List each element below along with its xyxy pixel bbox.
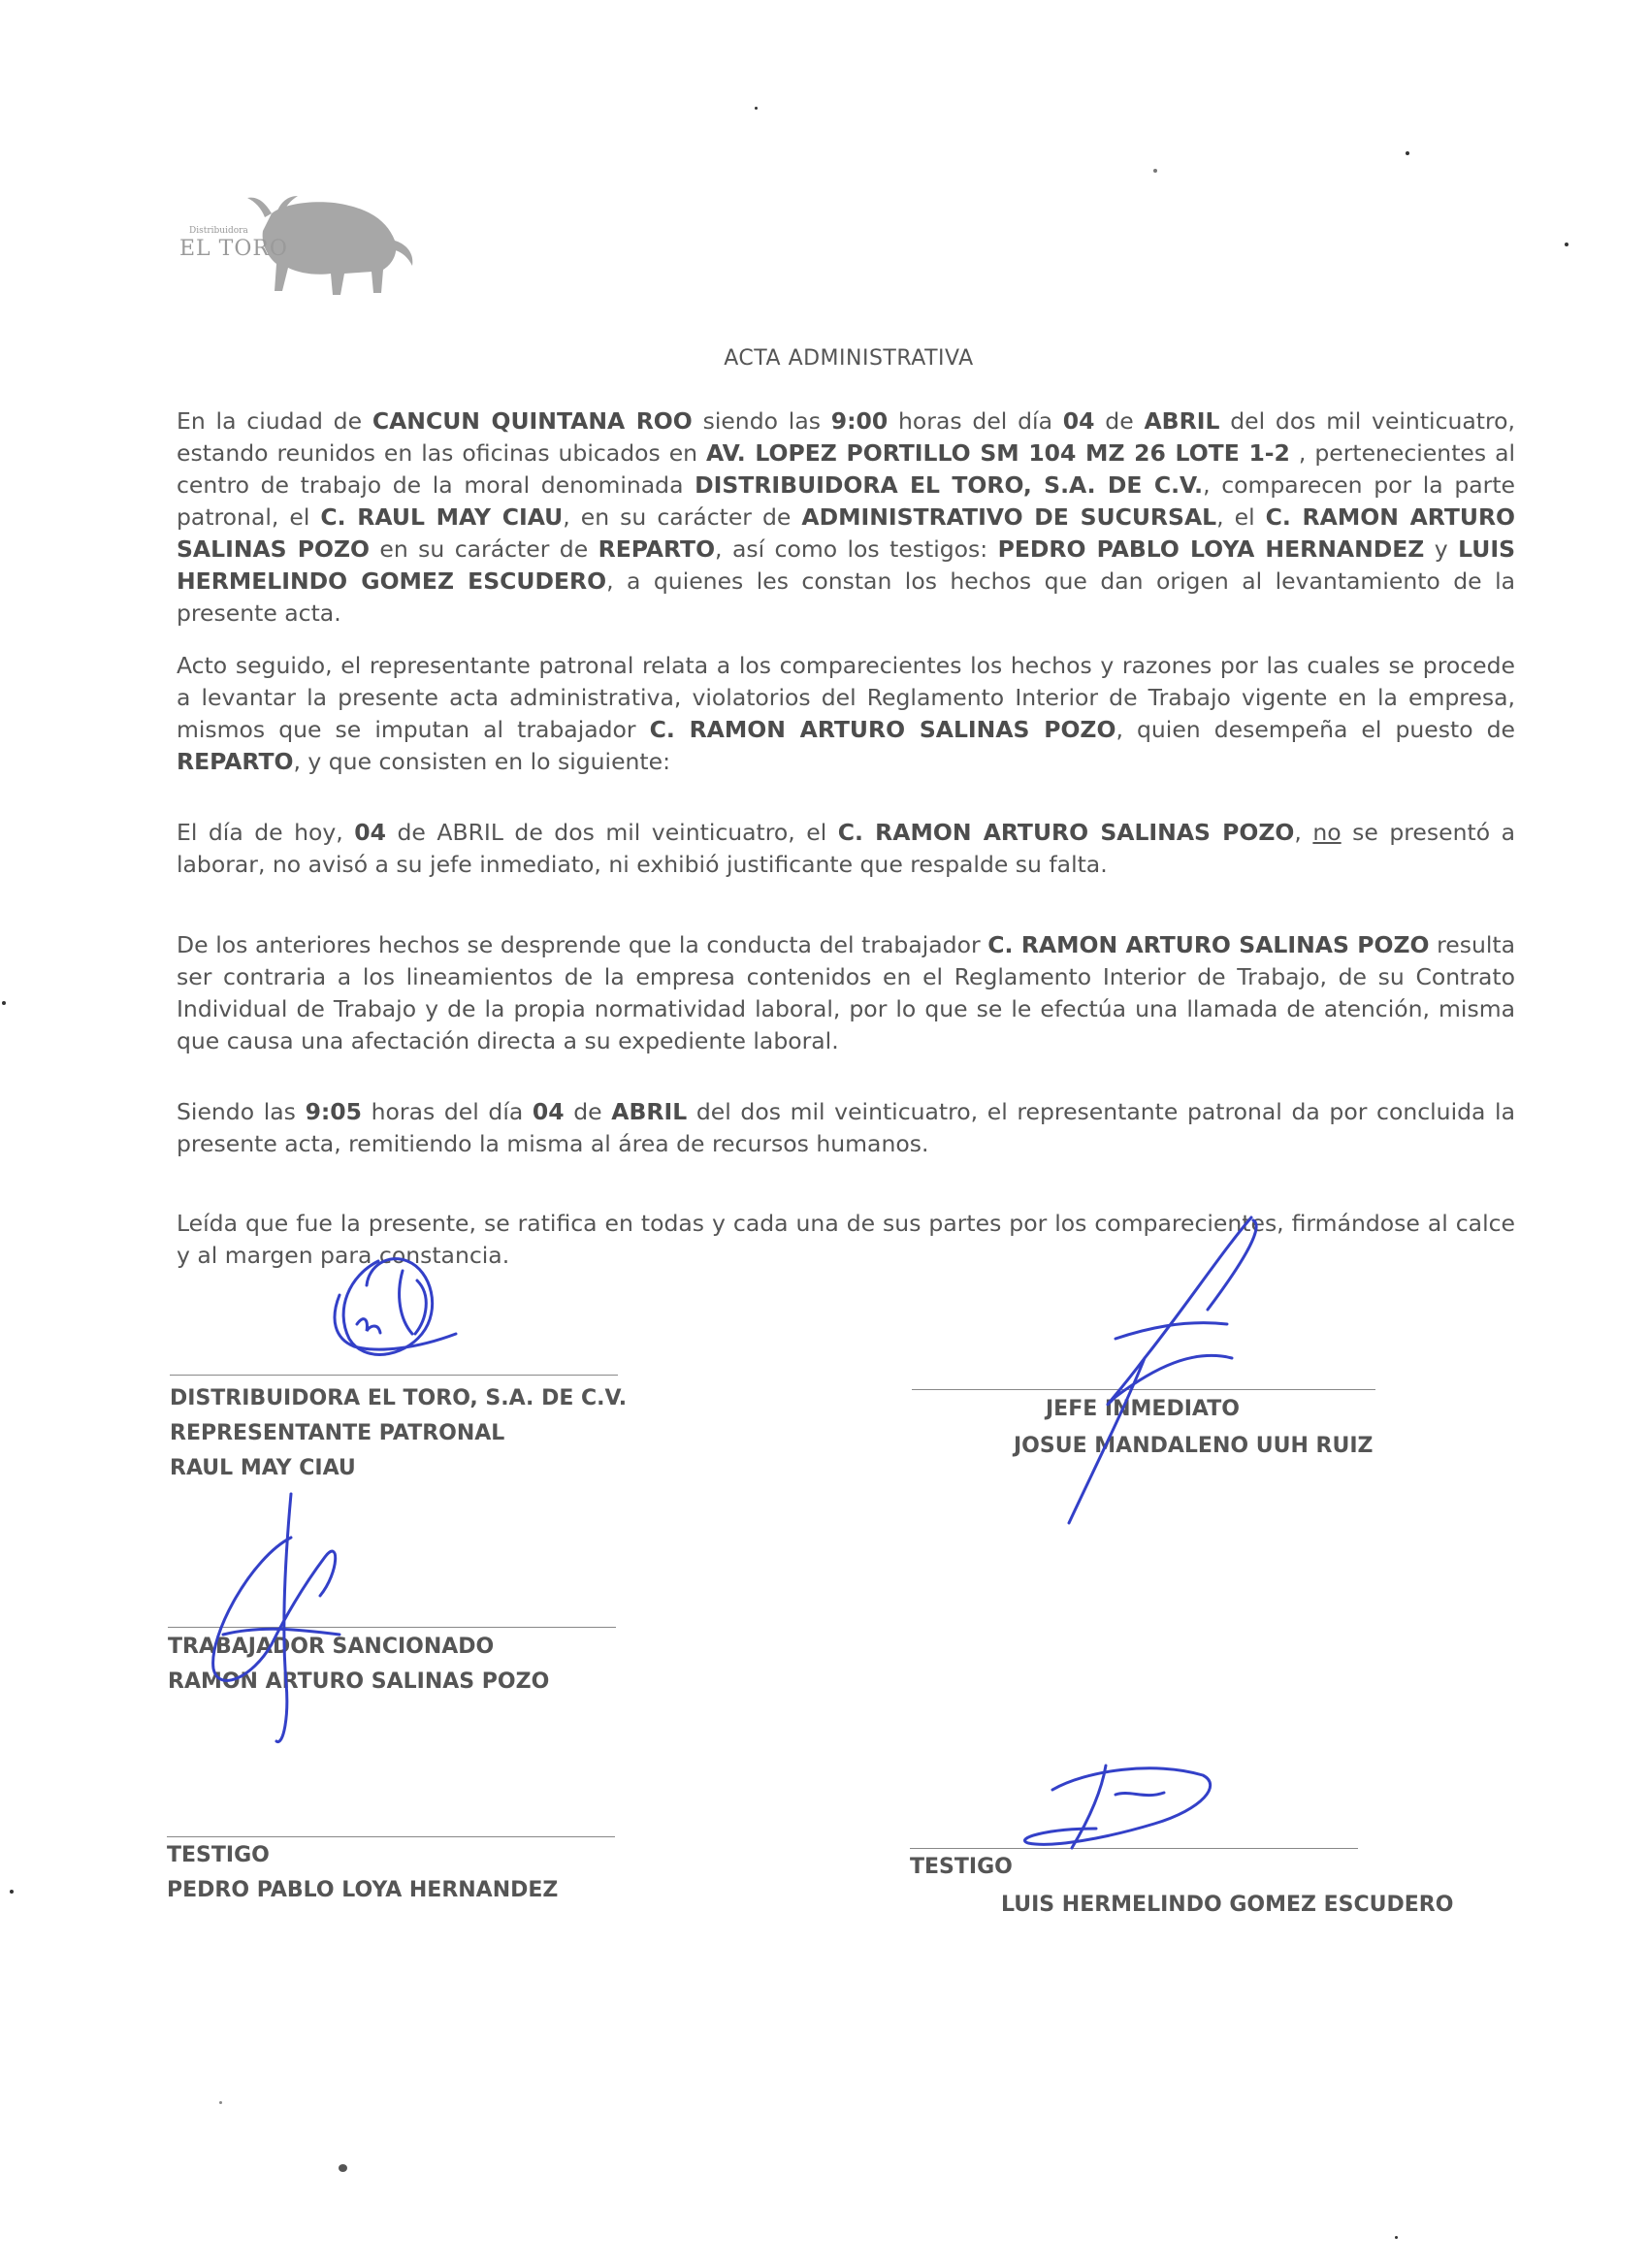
witness2-name: LUIS HERMELINDO GOMEZ ESCUDERO bbox=[177, 535, 1516, 595]
day: 04 bbox=[354, 819, 386, 846]
worker-name: C. RAMON ARTURO SALINAS POZO bbox=[987, 931, 1430, 958]
worker-role: REPARTO bbox=[177, 748, 294, 775]
document-title: ACTA ADMINISTRATIVA bbox=[724, 346, 974, 371]
supervisor-name: JOSUE MANDALENO UUH RUIZ bbox=[1014, 1434, 1374, 1458]
month: ABRIL bbox=[611, 1098, 688, 1125]
scan-speck bbox=[1406, 151, 1409, 155]
address: AV. LOPEZ PORTILLO SM 104 MZ 26 LOTE 1-2 bbox=[706, 439, 1290, 467]
employer-title: REPRESENTANTE PATRONAL bbox=[170, 1421, 505, 1445]
city: CANCUN QUINTANA ROO bbox=[372, 407, 693, 435]
supervisor-title: JEFE INMEDIATO bbox=[1046, 1397, 1240, 1421]
witness1-name: PEDRO PABLO LOYA HERNANDEZ bbox=[167, 1878, 559, 1902]
worker-name: RAMON ARTURO SALINAS POZO bbox=[168, 1669, 550, 1694]
scan-speck bbox=[1395, 2236, 1398, 2239]
scan-speck bbox=[1153, 169, 1157, 173]
witness2-name: LUIS HERMELINDO GOMEZ ESCUDERO bbox=[1001, 1893, 1454, 1917]
scan-speck bbox=[1565, 243, 1568, 246]
paragraph-facts-intro: Acto seguido, el representante patronal relata a los comparecientes los hechos y razones por las cuales se procede a levantar la presente acta administrativa, violatorios del Reglamento Interior de Trabajo vigente en la empresa, mismos que se imputan al trabajador C. RAMON ARTURO SALINAS POZO, quien desempeña el puesto de REPARTO, y que consisten en lo siguiente: bbox=[177, 652, 1516, 775]
witness1-signature-line bbox=[167, 1836, 615, 1837]
worker-title: TRABAJADOR SANCIONADO bbox=[168, 1635, 495, 1659]
company-name: DISTRIBUIDORA EL TORO, S.A. DE C.V. bbox=[695, 471, 1204, 499]
witness1-title: TESTIGO bbox=[167, 1843, 270, 1867]
witness2-title: TESTIGO bbox=[910, 1855, 1013, 1879]
logo-small-text: Distribuidora bbox=[189, 226, 248, 236]
scan-speck bbox=[755, 107, 758, 110]
employer-role: ADMINISTRATIVO DE SUCURSAL bbox=[801, 503, 1217, 531]
witness2-title-block bbox=[910, 1850, 1013, 1885]
paragraph-opening: En la ciudad de CANCUN QUINTANA ROO siendo las 9:00 horas del día 04 de ABRIL del dos mil veinticuatro, estando reunidos en las oficinas ubicados en AV. LOPEZ PORTILLO SM 104 MZ 26 LOTE 1-2 , pertenecientes al centro de trabajo de la moral denominada DISTRIBUIDORA EL TORO, S.A. DE C.V., comparecen por la parte patronal, el C. RAUL MAY CIAU, en su carácter de ADMINISTRATIVO DE SUCURSAL, el C. RAMON ARTURO SALINAS POZO en su carácter de REPARTO, así como los testigos: PEDRO PABLO LOYA HERNANDEZ y LUIS HERMELINDO GOMEZ ESCUDERO, a quienes les constan los hechos que dan origen al levantamiento de la presente acta. bbox=[177, 407, 1516, 627]
paragraph-ratification: Leída que fue la presente, se ratifica en todas y cada una de sus partes por los comparecientes, firmándose al calce y al margen para constancia. bbox=[177, 1210, 1515, 1269]
underlined-no: no bbox=[1312, 819, 1342, 846]
employer-name: RAUL MAY CIAU bbox=[170, 1456, 356, 1480]
scan-speck bbox=[219, 2101, 222, 2104]
scan-speck bbox=[339, 2164, 347, 2172]
scan-speck bbox=[10, 1890, 14, 1894]
day: 04 bbox=[1062, 407, 1095, 435]
employer-rep: C. RAUL MAY CIAU bbox=[320, 503, 564, 531]
employer-signature-block bbox=[170, 1381, 627, 1486]
witness2-name-block bbox=[1001, 1888, 1453, 1923]
paragraph-closing: Siendo las 9:05 horas del día 04 de ABRIL del dos mil veinticuatro, el representante patronal da por concluida la presente acta, remitiendo la misma al área de recursos humanos. bbox=[177, 1098, 1515, 1157]
witness2-handwritten-signature bbox=[1009, 1756, 1232, 1863]
bull-logo-icon bbox=[179, 184, 422, 310]
witness1-name: PEDRO PABLO LOYA HERNANDEZ bbox=[997, 535, 1425, 563]
worker-name: C. RAMON ARTURO SALINAS POZO bbox=[177, 503, 1516, 563]
employer-company: DISTRIBUIDORA EL TORO, S.A. DE C.V. bbox=[170, 1386, 628, 1410]
day: 04 bbox=[532, 1098, 565, 1125]
paragraph-conclusion: De los anteriores hechos se desprende que la conducta del trabajador C. RAMON ARTURO SALINAS POZO resulta ser contraria a los lineamientos de la empresa contenidos en el Reglamento Interior de Trabajo, de su Contrato Individual de Trabajo y de la propia normatividad laboral, por lo que se le efectúa una llamada de atención, misma que causa una afectación directa a su expediente laboral. bbox=[177, 931, 1516, 1054]
company-logo bbox=[179, 184, 422, 310]
worker-name: C. RAMON ARTURO SALINAS POZO bbox=[649, 716, 1116, 743]
end-time: 9:05 bbox=[305, 1098, 363, 1125]
worker-role: REPARTO bbox=[598, 535, 716, 563]
witness1-signature-block bbox=[167, 1838, 558, 1908]
supervisor-handwritten-signature bbox=[999, 1203, 1290, 1542]
paragraph-incident: El día de hoy, 04 de ABRIL de dos mil veinticuatro, el C. RAMON ARTURO SALINAS POZO, no se presentó a laborar, no avisó a su jefe inmediato, ni exhibió justificante que respalde su falta. bbox=[177, 819, 1515, 878]
worker-name: C. RAMON ARTURO SALINAS POZO bbox=[837, 819, 1295, 846]
worker-handwritten-signature bbox=[194, 1489, 359, 1751]
month: ABRIL bbox=[1144, 407, 1220, 435]
employer-handwritten-signature bbox=[310, 1242, 485, 1387]
scan-speck bbox=[2, 1001, 6, 1005]
start-time: 9:00 bbox=[830, 407, 889, 435]
logo-main-text: EL TORO bbox=[179, 237, 288, 261]
